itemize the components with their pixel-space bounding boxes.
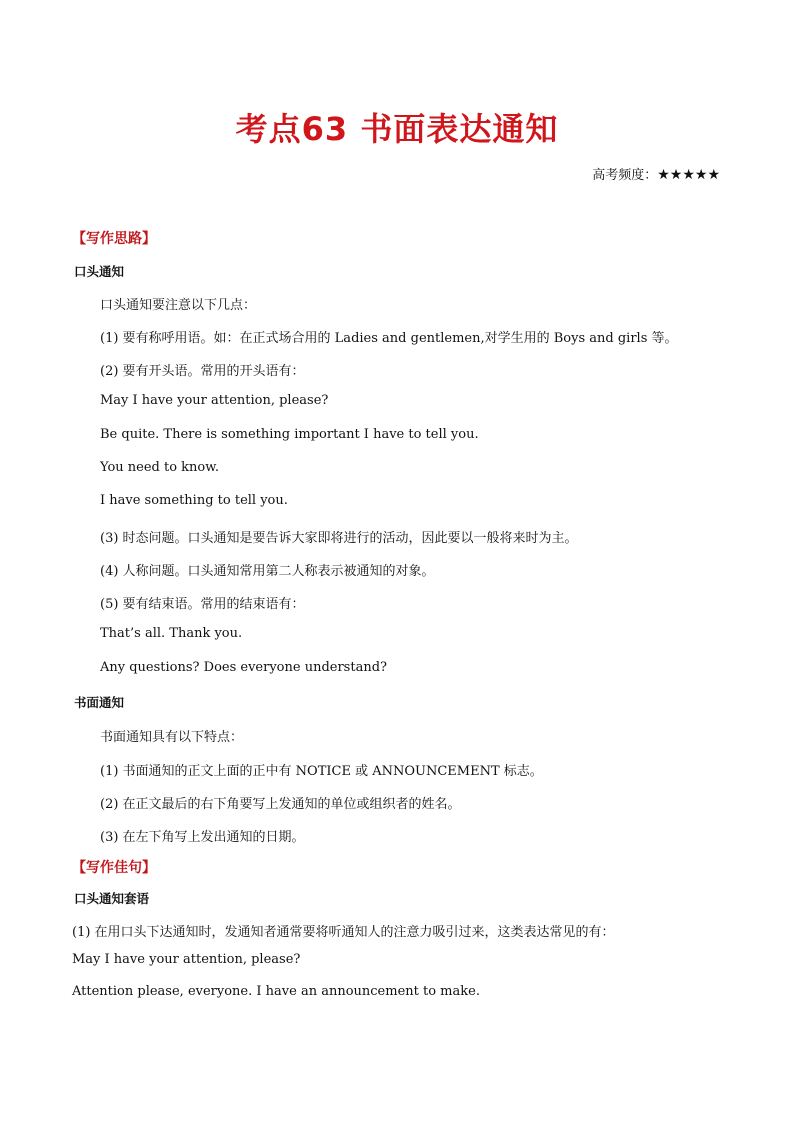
phrase-line: May I have your attention, please? <box>72 952 301 967</box>
section-heading-writing-ideas: 【写作思路】 <box>72 231 156 247</box>
frequency-label: 高考频度： <box>592 168 658 183</box>
subheading-oral-notice: 口头通知 <box>74 264 125 279</box>
oral-line: Any questions? Does everyone understand? <box>100 660 387 675</box>
phrase-line: Attention please, everyone. I have an announcement to make. <box>72 984 480 999</box>
subheading-written-notice: 书面通知 <box>74 695 125 710</box>
written-line: (3) 在左下角写上发出通知的日期。 <box>100 830 305 845</box>
oral-line: (1) 要有称呼用语。如：在正式场合用的 Ladies and gentlemen,对学生用的 Boys and girls 等。 <box>100 331 678 346</box>
written-line: (1) 书面通知的正文上面的正中有 NOTICE 或 ANNOUNCEMENT 标志。 <box>100 764 543 779</box>
oral-line: 口头通知要注意以下几点： <box>100 298 257 313</box>
subheading-oral-notice-phrases: 口头通知套语 <box>74 891 150 906</box>
oral-line: Be quite. There is something important I have to tell you. <box>100 427 479 442</box>
oral-line: (2) 要有开头语。常用的开头语有： <box>100 364 305 379</box>
oral-line: (5) 要有结束语。常用的结束语有： <box>100 597 305 612</box>
oral-line: I have something to tell you. <box>100 493 288 508</box>
page-title: 考点63 书面表达通知 <box>235 110 559 148</box>
frequency-rating <box>592 164 720 183</box>
phrase-line: (1) 在用口头下达通知时，发通知者通常要将听通知人的注意力吸引过来，这类表达常见的有： <box>72 925 615 940</box>
oral-line: You need to know. <box>100 460 219 475</box>
oral-line: May I have your attention, please? <box>100 393 329 408</box>
written-line: (2) 在正文最后的右下角要写上发通知的单位或组织者的姓名。 <box>100 797 461 812</box>
oral-line: That’s all. Thank you. <box>100 626 243 641</box>
written-line: 书面通知具有以下特点： <box>100 730 244 745</box>
star-rating-icon: ★★★★★ <box>657 167 720 183</box>
section-heading-good-sentences: 【写作佳句】 <box>72 860 156 876</box>
oral-line: (4) 人称问题。口头通知常用第二人称表示被通知的对象。 <box>100 564 435 579</box>
oral-line: (3) 时态问题。口头通知是要告诉大家即将进行的活动，因此要以一般将来时为主。 <box>100 531 578 546</box>
